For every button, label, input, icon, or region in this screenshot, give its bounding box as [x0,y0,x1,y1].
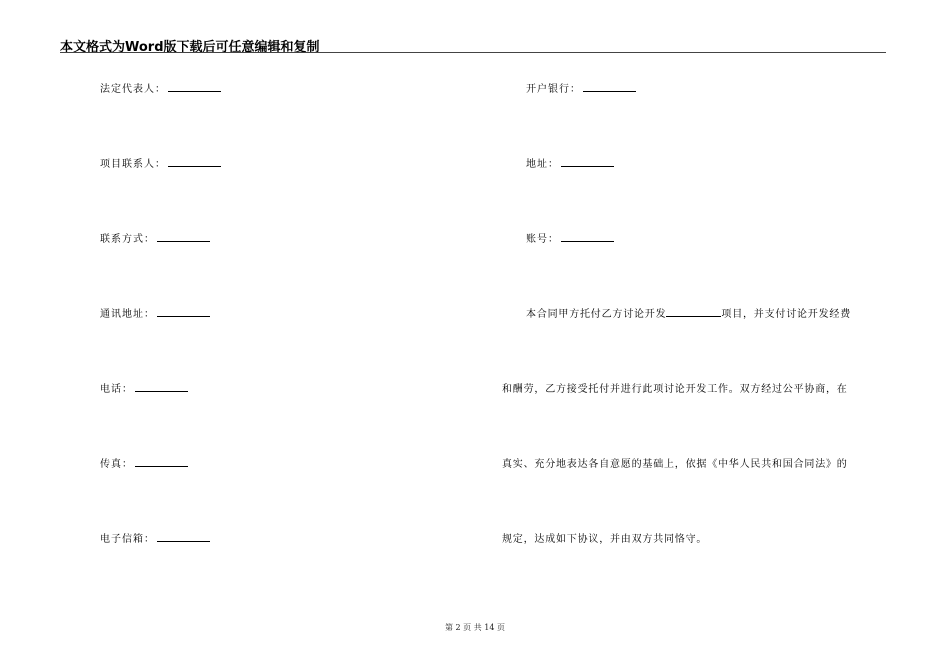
email-field [100,530,210,545]
fill-in-blank [561,157,614,167]
fill-in-blank [168,157,221,167]
contact-method-field [100,230,210,245]
field-label: 账号： [526,234,559,245]
fill-in-blank [135,382,188,392]
fill-in-blank [135,457,188,467]
phone-field [100,380,188,395]
field-label: 电子信箱： [100,534,155,545]
agreement-line-1 [526,305,851,320]
agreement-line-1-suffix: 项目，并支付讨论开发经费 [721,309,852,320]
agreement-line-4: 规定，达成如下协议，并由双方共同恪守。 [502,534,708,545]
fax-field [100,455,188,470]
field-label: 项目联系人： [100,159,166,170]
agreement-line-2: 和酬劳，乙方接受托付并进行此项讨论开发工作。双方经过公平协商，在 [502,384,848,395]
fill-in-blank [583,82,636,92]
fill-in-blank [157,232,210,242]
project-contact-field [100,155,221,170]
address-field [526,155,614,170]
field-label: 电话： [100,384,133,395]
mailing-address-field [100,305,210,320]
page-number: 第 2 页 共 14 页 [445,623,505,632]
document-header-title: 本文格式为Word版下载后可任意编辑和复制 [60,40,320,55]
fill-in-blank [157,532,210,542]
fill-in-blank [168,82,221,92]
agreement-line-1-prefix: 本合同甲方托付乙方讨论开发 [526,309,667,320]
field-label: 开户银行： [526,84,581,95]
bank-field [526,80,636,95]
field-label: 联系方式： [100,234,155,245]
agreement-line-3: 真实、充分地表达各自意愿的基础上，依据《中华人民共和国合同法》的 [502,459,848,470]
field-label: 通讯地址： [100,309,155,320]
field-label: 法定代表人： [100,84,166,95]
fill-in-blank [157,307,210,317]
legal-representative-field [100,80,221,95]
header-divider [60,52,886,53]
fill-in-blank [561,232,614,242]
project-name-blank [666,307,721,317]
field-label: 地址： [526,159,559,170]
account-number-field [526,230,614,245]
field-label: 传真： [100,459,133,470]
